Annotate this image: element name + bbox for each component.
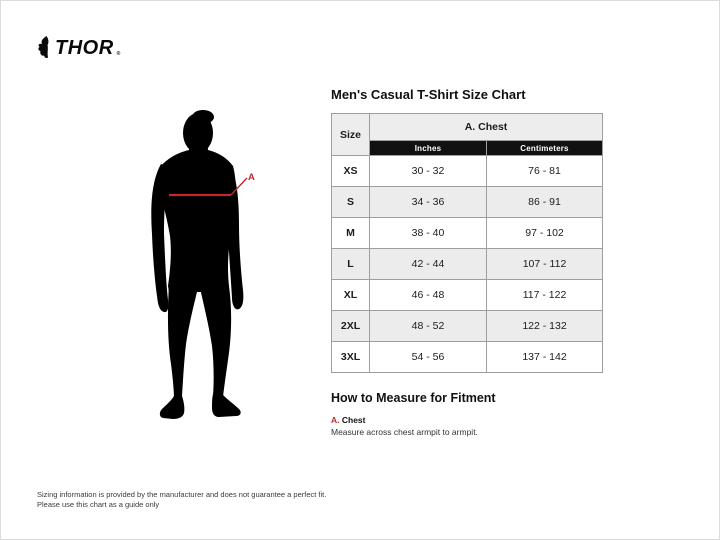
inches-column-header: Inches [370, 141, 487, 156]
inches-cell: 46 - 48 [370, 280, 487, 311]
inches-cell: 30 - 32 [370, 156, 487, 187]
centimeters-cell: 107 - 112 [487, 249, 603, 280]
measurement-figure [126, 96, 336, 441]
disclaimer-line-2: Please use this chart as a guide only [37, 500, 160, 509]
centimeters-column-header: Centimeters [487, 141, 603, 156]
measure-item-chest [331, 415, 366, 425]
table-row-xl [332, 280, 603, 311]
disclaimer [37, 490, 326, 510]
size-cell: L [332, 249, 370, 280]
measure-name-chest: Chest [341, 415, 366, 425]
size-column-header: Size [332, 114, 370, 156]
table-row-l [332, 249, 603, 280]
table-row-xs [332, 156, 603, 187]
centimeters-cell: 122 - 132 [487, 311, 603, 342]
annotation-label-a: A [248, 172, 255, 183]
inches-cell: 34 - 36 [370, 187, 487, 218]
measure-key-a: A. [331, 415, 340, 425]
inches-cell: 54 - 56 [370, 342, 487, 373]
brand-name: THOR [55, 37, 114, 59]
inches-cell: 42 - 44 [370, 249, 487, 280]
size-cell: S [332, 187, 370, 218]
chest-group-header: A. Chest [370, 114, 603, 141]
measure-guide-title: How to Measure for Fitment [331, 391, 496, 405]
table-row-s [332, 187, 603, 218]
thor-goat-head-icon [37, 36, 52, 60]
table-row-m [332, 218, 603, 249]
size-cell: XL [332, 280, 370, 311]
centimeters-cell: 86 - 91 [487, 187, 603, 218]
centimeters-cell: 117 - 122 [487, 280, 603, 311]
inches-cell: 48 - 52 [370, 311, 487, 342]
size-chart-title: Men's Casual T-Shirt Size Chart [331, 87, 526, 102]
registered-trademark-icon: ® [116, 51, 121, 57]
size-cell: 2XL [332, 311, 370, 342]
centimeters-cell: 76 - 81 [487, 156, 603, 187]
size-cell: XS [332, 156, 370, 187]
inches-cell: 38 - 40 [370, 218, 487, 249]
size-cell: 3XL [332, 342, 370, 373]
table-row-3xl [332, 342, 603, 373]
male-silhouette [151, 110, 243, 419]
size-chart-table [331, 113, 603, 373]
brand-logo [37, 36, 120, 60]
size-cell: M [332, 218, 370, 249]
disclaimer-line-1: Sizing information is provided by the manufacturer and does not guarantee a perfect fit. [37, 490, 327, 499]
centimeters-cell: 97 - 102 [487, 218, 603, 249]
table-row-2xl [332, 311, 603, 342]
measure-description: Measure across chest armpit to armpit. [331, 427, 478, 437]
centimeters-cell: 137 - 142 [487, 342, 603, 373]
